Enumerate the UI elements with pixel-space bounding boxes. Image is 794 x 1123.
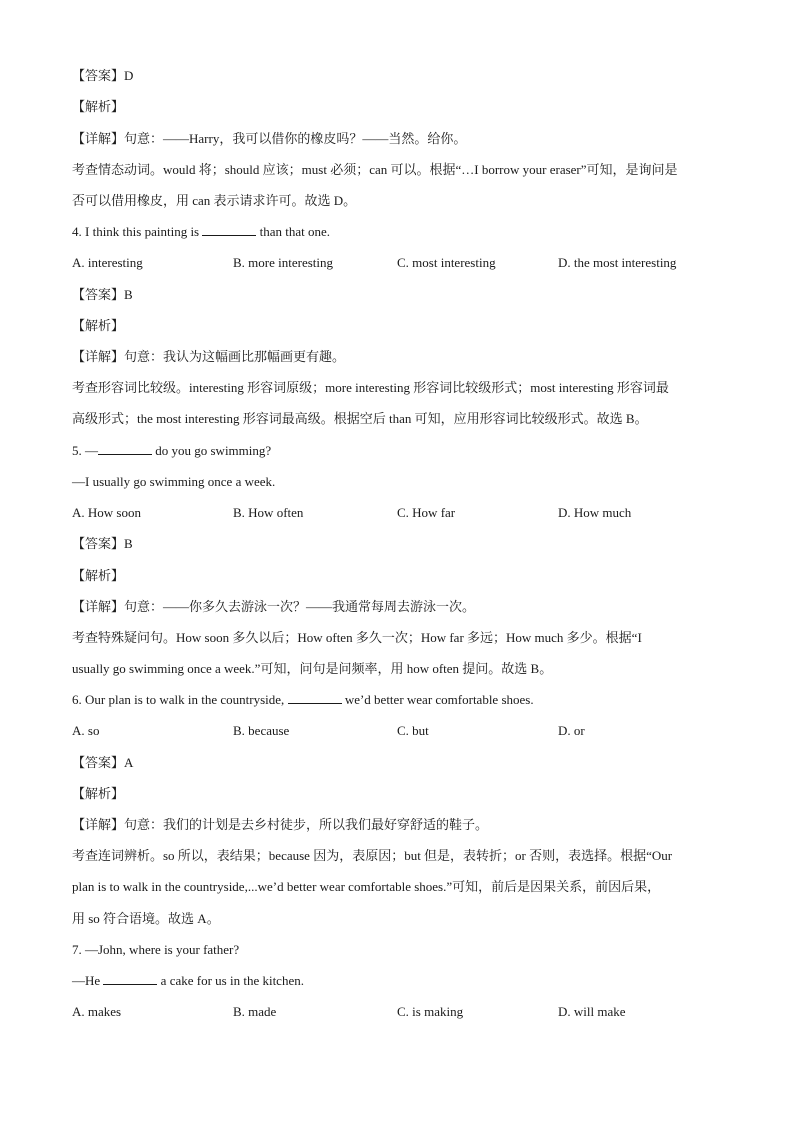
explanation-line: 考查连词辨析。so 所以，表结果；because 因为，表原因；but 但是，表转折；or 否则，表选择。根据“Our [72, 848, 673, 863]
option-d: D. will make [558, 1004, 626, 1019]
option-d: D. or [558, 723, 585, 738]
question-stem [72, 223, 330, 241]
stem-text: 6. Our plan is to walk in the countryside, [72, 692, 285, 707]
stem-text: a cake for us in the kitchen. [160, 973, 304, 988]
option-a: A. so [72, 723, 100, 738]
stem-text: than that one. [259, 224, 331, 239]
explanation-line: 考查特殊疑问句。How soon 多久以后；How often 多久一次；How far 多远；How much 多少。根据“I [72, 630, 642, 645]
detail-line: 【详解】句意：我们的计划是去乡村徒步，所以我们最好穿舒适的鞋子。 [72, 817, 489, 832]
question-stem: 7. —John, where is your father? [72, 942, 240, 957]
stem-text: 4. I think this painting is [72, 224, 200, 239]
analysis-label: 【解析】 [72, 99, 125, 114]
stem-text: do you go swimming? [155, 443, 272, 458]
explanation-line: 高级形式；the most interesting 形容词最高级。根据空后 than 可知，应用形容词比较级形式。故选 B。 [72, 411, 648, 426]
answer-blank [98, 442, 152, 455]
answer-label: 【答案】B [72, 536, 133, 551]
dialogue-line: —I usually go swimming once a week. [72, 474, 276, 489]
detail-line: 【详解】句意：我认为这幅画比那幅画更有趣。 [72, 349, 346, 364]
explanation-line: 考查形容词比较级。interesting 形容词原级；more interesting 形容词比较级形式；most interesting 形容词最 [72, 380, 669, 395]
option-c: C. most interesting [397, 255, 496, 270]
explanation-line: 考查情态动词。would 将；should 应该；must 必须；can 可以。根据“…I borrow your eraser”可知，是询问是 [72, 162, 678, 177]
stem-text: 5. — [72, 443, 98, 458]
explanation-line: plan is to walk in the countryside,...we’d better wear comfortable shoes.”可知，前后是因果关系，前因后果， [72, 879, 661, 894]
option-b: B. How often [233, 505, 304, 520]
answer-label: 【答案】A [72, 755, 134, 770]
answer-label: 【答案】B [72, 287, 133, 302]
analysis-label: 【解析】 [72, 786, 125, 801]
dialogue-line [72, 972, 304, 990]
analysis-label: 【解析】 [72, 318, 125, 333]
option-d: D. the most interesting [558, 255, 677, 270]
option-a: A. makes [72, 1004, 122, 1019]
explanation-line: 用 so 符合语境。故选 A。 [72, 911, 220, 926]
option-row [72, 1003, 722, 1021]
explanation-line: usually go swimming once a week.”可知，问句是问频率，用 how often 提问。故选 B。 [72, 661, 553, 676]
analysis-label: 【解析】 [72, 568, 125, 583]
option-row [72, 254, 722, 272]
stem-text: we’d better wear comfortable shoes. [344, 692, 534, 707]
option-a: A. interesting [72, 255, 143, 270]
detail-line: 【详解】句意：——Harry，我可以借你的橡皮吗？——当然。给你。 [72, 131, 467, 146]
question-stem [72, 691, 534, 709]
option-d: D. How much [558, 505, 632, 520]
stem-text: —He [72, 973, 101, 988]
option-c: C. but [397, 723, 429, 738]
answer-blank [103, 972, 157, 985]
answer-blank [202, 223, 256, 236]
answer-label: 【答案】D [72, 68, 134, 83]
option-b: B. made [233, 1004, 277, 1019]
option-b: B. more interesting [233, 255, 334, 270]
explanation-line: 否可以借用橡皮，用 can 表示请求许可。故选 D。 [72, 193, 357, 208]
answer-blank [288, 691, 342, 704]
option-row [72, 722, 722, 740]
detail-line: 【详解】句意：——你多久去游泳一次？——我通常每周去游泳一次。 [72, 599, 476, 614]
option-a: A. How soon [72, 505, 141, 520]
option-b: B. because [233, 723, 290, 738]
option-row [72, 504, 722, 522]
question-stem [72, 442, 271, 460]
option-c: C. is making [397, 1004, 464, 1019]
option-c: C. How far [397, 505, 456, 520]
